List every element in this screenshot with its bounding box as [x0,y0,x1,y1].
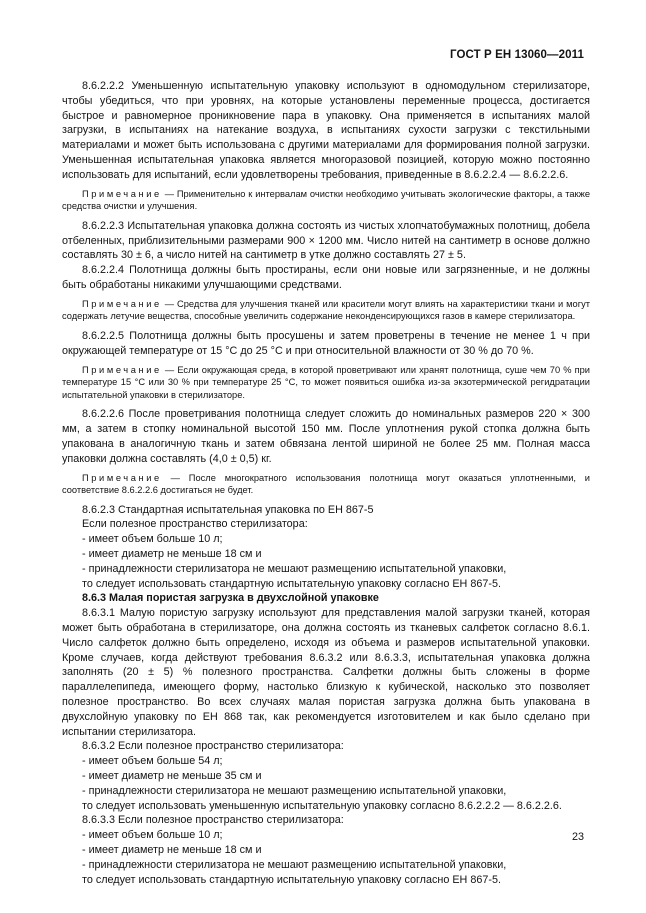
paragraph-8-6-2-2-6: 8.6.2.2.6 После проветривания полотнища следует сложить до номинальных размеров 220 × 300 мм, а затем в стопку номинальной высотой 150 мм. После уплотнения рукой стопка должна быть упакована в аналогичную ткань и затем обвязана лентой шириной не более 25 мм. Полная масса упаковки должна составлять (4,0 ± 0,5) кг. [62,408,590,465]
section-8-6-3-3 [62,813,590,887]
document-header: ГОСТ Р ЕН 13060—2011 [449,49,584,61]
note-text: — Средства для улучшения тканей или красители могут влиять на характеристики ткани и могут содержать летучие вещества, способные увеличить содержание неконденсирующихся газов в камере стерилизатора. [62,298,590,322]
note-3 [62,364,590,402]
list-item: - имеет объем больше 10 л; [82,533,223,546]
section-heading-8-6-3: 8.6.3 Малая пористая загрузка в двухслойной упаковке [82,592,379,605]
note-lead: Примечание [82,364,162,375]
note-text: — После многократного использования полотнища могут оказаться уплотненными, и соответствие 8.6.2.2.6 достигаться не будет. [62,472,590,496]
note-2 [62,298,590,323]
list-item: - принадлежности стерилизатора не мешают размещению испытательной упаковки, [82,784,507,797]
section-8-6-3-2 [62,739,590,813]
standard-pack-section [62,503,590,592]
note-text: — Если окружающая среда, в которой проветривают или хранят полотнища, суше чем 70 % при температуре 15 °С или 30 % при температуре 25 °С, то может появиться ошибка из-за экзотермической регидратации испытательной упаковки в стерилизаторе. [62,364,590,400]
list-conclusion: то следует использовать стандартную испытательную упаковку согласно ЕН 867-5. [82,577,501,590]
list-item: - имеет объем больше 10 л; [82,829,223,842]
note-1 [62,188,590,213]
paragraph-8-6-2-2-4: 8.6.2.2.4 Полотнища должны быть простираны, если они новые или загрязненные, и не должны быть обработаны никакими улучшающими средствами. [62,264,590,291]
note-4 [62,472,590,497]
note-text: — Применительно к интервалам очистки необходимо учитывать экологические факторы, а также средства очистки и улучшения. [62,188,590,212]
list-item: - имеет диаметр не меньше 35 см и [82,770,262,783]
page-number: 23 [571,831,584,843]
list-conclusion: то следует использовать стандартную испытательную упаковку согласно ЕН 867-5. [82,873,501,886]
note-lead: Примечание [82,298,162,309]
list-intro: 8.6.3.2 Если полезное пространство стерилизатора: [82,740,344,753]
standard-pack-title: 8.6.2.3 Стандартная испытательная упаковка по ЕН 867-5 [82,503,374,516]
paragraph-8-6-2-2-3: 8.6.2.2.3 Испытательная упаковка должна состоять из чистых хлопчатобумажных полотнищ, добела отбеленных, приблизительными размерами 900 × 1200 мм. Число нитей на сантиметр в основе должно составлять 30 ± 6, а число нитей на сантиметр в утке должно составлять 27 ± 5. [62,219,590,262]
list-conclusion: то следует использовать уменьшенную испытательную упаковку согласно 8.6.2.2.2 — 8.6.2.2.6. [82,799,562,812]
list-intro: 8.6.3.3 Если полезное пространство стерилизатора: [82,814,344,827]
note-lead: Примечание [82,188,162,199]
paragraph-8-6-2-2-5: 8.6.2.2.5 Полотнища должны быть просушены и затем проветрены в течение не менее 1 ч при окружающей температуре от 15 °С до 25 °С и при относительной влажности от 30 % до 70 %. [62,329,590,357]
list-item: - имеет объем больше 54 л; [82,755,223,768]
paragraph-8-6-3-1: 8.6.3.1 Малую пористую загрузку используют для представления малой загрузки тканей, которая может быть обработана в стерилизаторе, она должна состоять из тканевых салфеток согласно 8.6.1. Число салфеток должно быть определено, исходя из объема и размеров испытательной упаковки. Кроме случаев, когда действуют требования 8.6.3.2 или 8.6.3.3, испытательная упаковка должна заполнять (20 ± 5) % полезного пространства. Салфетки должны быть сложены в форме параллелепипеда, имеющего форму, настолько близкую к кубической, насколько это позволяет полезное пространство. Во всех случаях малая пористая загрузка должна быть упакована в двухслойную упаковку по ЕН 868 так, как рекомендуется изготовителем и как было сделано при испытании стерилизатора. [62,607,590,738]
list-item: - принадлежности стерилизатора не мешают размещению испытательной упаковки, [82,858,507,871]
list-item: - имеет диаметр не меньше 18 см и [82,548,262,561]
note-lead: Примечание [82,472,162,483]
paragraph-8-6-2-2-2: 8.6.2.2.2 Уменьшенную испытательную упаковку используют в одномодульном стерилизаторе, чтобы убедиться, что при уровнях, на которые установлены переменные процесса, достигается быстрое и равномерное проникновение пара в упаковку. Она применяется в испытаниях малой загрузки, в испытаниях на натекание воздуха, в испытаниях сухости загрузки с текстильными материалами и может быть использована с другими материалами для формирования полной загрузки. Уменьшенная испытательная упаковка является многоразовой позицией, которую можно постоянно использовать для испытаний, если удовлетворены требования, приведенные в 8.6.2.2.4 — 8.6.2.2.6. [62,80,590,181]
list-intro: Если полезное пространство стерилизатора: [82,518,308,531]
list-item: - имеет диаметр не меньше 18 см и [82,844,262,857]
document-body [62,79,590,887]
list-item: - принадлежности стерилизатора не мешают размещению испытательной упаковки, [82,562,507,575]
